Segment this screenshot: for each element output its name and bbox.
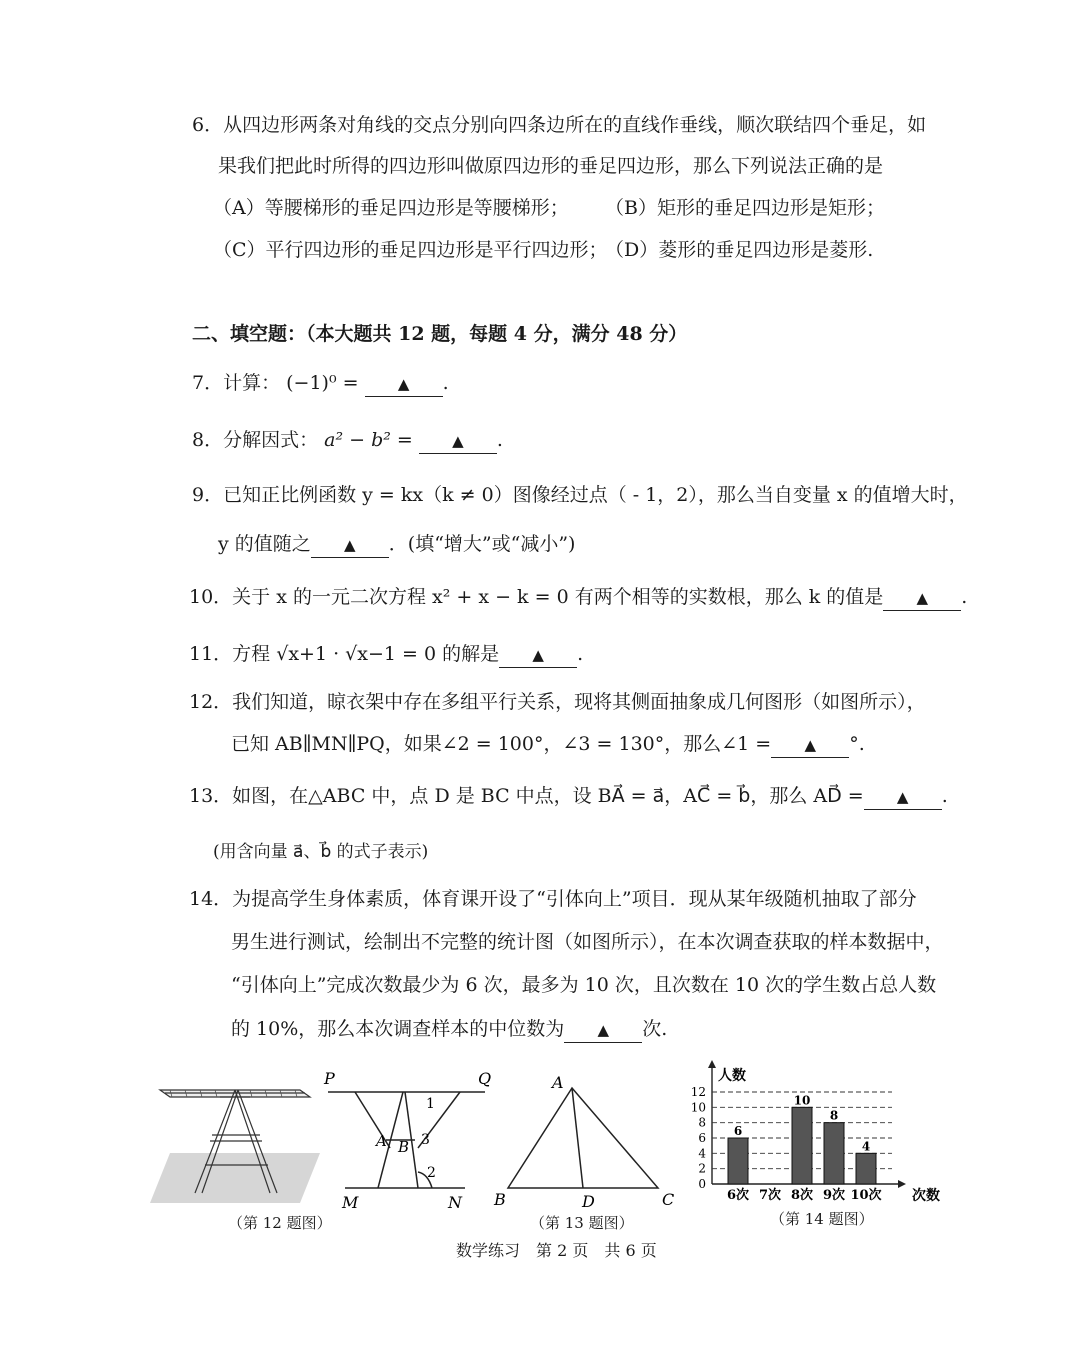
- q7: [192, 371, 449, 397]
- label-a: A: [376, 1132, 387, 1150]
- y-tick-label: 12: [690, 1085, 706, 1099]
- section-2-heading: 二、填空题：（本大题共 12 题，每题 4 分，满分 48 分）: [192, 323, 688, 345]
- q6-option-a: （A）等腰梯形的垂足四边形是等腰梯形；: [213, 197, 569, 219]
- label-m: M: [342, 1193, 359, 1212]
- rack-shadow: [150, 1153, 320, 1203]
- bar: [824, 1123, 844, 1184]
- x-tick-label: 10次: [850, 1188, 882, 1203]
- label-q: Q: [478, 1069, 492, 1088]
- q13-line1: [189, 784, 948, 810]
- bar: [792, 1107, 812, 1184]
- q14-line4-prefix: 的 10%，那么本次调查样本的中位数为: [231, 1018, 565, 1040]
- q10: [189, 585, 967, 611]
- label-d: D: [582, 1192, 595, 1210]
- q11-answer-blank: ▲: [499, 643, 577, 668]
- label-angle-2: 2: [427, 1165, 436, 1181]
- bar: [856, 1153, 876, 1184]
- label-p: P: [324, 1069, 335, 1088]
- x-axis-arrow: [898, 1180, 906, 1188]
- q6-line2: 果我们把此时所得的四边形叫做原四边形的垂足四边形，那么下列说法正确的是: [218, 155, 884, 177]
- bar-data-label: 10: [793, 1093, 811, 1108]
- label-n: N: [448, 1193, 462, 1212]
- x-axis-title: 次数: [912, 1188, 940, 1204]
- q12-line2-suffix: °.: [849, 733, 865, 755]
- q14-line3: “引体向上”完成次数最少为 6 次，最多为 10 次，且次数在 10 次的学生数占总人数: [231, 974, 937, 996]
- q10-prefix: 10．关于 x 的一元二次方程 x² + x − k = 0 有两个相等的实数根，那么 k 的值是: [189, 586, 884, 608]
- x-tick-label: 7次: [758, 1188, 782, 1203]
- y-axis-title: 人数: [718, 1068, 746, 1084]
- q12-answer-blank: ▲: [771, 733, 849, 758]
- q6-line1: 6．从四边形两条对角线的交点分别向四条边所在的直线作垂线，顺次联结四个垂足，如: [192, 114, 927, 136]
- y-axis-arrow: [708, 1060, 716, 1068]
- q12-line1: 12．我们知道，晾衣架中存在多组平行关系，现将其侧面抽象成几何图形（如图所示），: [189, 691, 926, 713]
- y-tick-label: 2: [698, 1161, 706, 1176]
- figure-14-caption: （第 14 题图）: [770, 1210, 874, 1228]
- q6-option-d: （D）菱形的垂足四边形是菱形.: [605, 239, 874, 261]
- q8-prefix: 8．分解因式：: [192, 429, 319, 451]
- q7-prefix: 7．计算：: [192, 372, 281, 394]
- q9-line2: [218, 532, 575, 558]
- x-tick-label: 8次: [790, 1188, 814, 1203]
- y-tick-label: 6: [698, 1131, 706, 1145]
- q9-line2-prefix: y 的值随之: [218, 533, 311, 555]
- q8: [192, 428, 503, 454]
- q14-line1: 14．为提高学生身体素质，体育课开设了“引体向上”项目．现从某年级随机抽取了部分: [189, 888, 917, 910]
- q11-suffix: .: [577, 643, 584, 665]
- q10-suffix: .: [961, 586, 968, 608]
- q6-option-b: （B）矩形的垂足四边形是矩形；: [605, 197, 885, 219]
- q9-answer-blank: ▲: [311, 533, 389, 558]
- q11-prefix: 11．方程 √x+1 · √x−1 = 0 的解是: [189, 643, 500, 665]
- q13-answer-blank: ▲: [864, 785, 942, 810]
- q7-suffix: .: [442, 372, 449, 394]
- x-tick-label: 6次: [726, 1188, 750, 1203]
- bar-data-label: 4: [861, 1139, 871, 1154]
- q14-line2: 男生进行测试，绘制出不完整的统计图（如图所示），在本次调查获取的样本数据中，: [231, 931, 944, 953]
- median-ad: [572, 1088, 583, 1188]
- x-tick-label: 9次: [822, 1188, 846, 1203]
- q12-line2: [231, 732, 865, 758]
- q12-line2-prefix: 已知 AB∥MN∥PQ，如果∠2 = 100°，∠3 = 130°，那么∠1 =: [231, 733, 772, 755]
- q14-line4: [231, 1017, 667, 1043]
- bar: [728, 1138, 748, 1184]
- triangle-abc: [508, 1088, 658, 1188]
- label-angle-1: 1: [426, 1096, 435, 1112]
- q7-expression: (−1)⁰ =: [286, 372, 359, 394]
- figure-12-caption: （第 12 题图）: [228, 1214, 332, 1232]
- figure-12-geometry: [320, 1060, 510, 1215]
- q10-answer-blank: ▲: [883, 586, 961, 611]
- y-tick-label: 8: [698, 1115, 706, 1130]
- q8-expression: a² − b² =: [324, 429, 413, 451]
- q8-answer-blank: ▲: [419, 429, 497, 454]
- q11: [189, 642, 583, 668]
- figure-14-bar-chart: [680, 1048, 950, 1210]
- label-angle-3: 3: [421, 1132, 430, 1148]
- q9-line2-suffix: ．(填“增大”或“减小”): [388, 533, 576, 555]
- q14-line4-suffix: 次.: [642, 1018, 668, 1040]
- bar-data-label: 6: [733, 1124, 743, 1138]
- label-c: C: [662, 1190, 675, 1209]
- q7-answer-blank: ▲: [365, 372, 443, 397]
- label-b: B: [398, 1138, 410, 1156]
- bar-data-label: 8: [829, 1108, 839, 1123]
- figure-13-caption: （第 13 题图）: [530, 1214, 634, 1232]
- y-tick-label: 0: [698, 1177, 706, 1191]
- clothes-rack-illustration: [150, 1075, 325, 1205]
- q14-answer-blank: ▲: [564, 1018, 642, 1043]
- y-tick-label: 4: [698, 1146, 706, 1161]
- q8-suffix: .: [496, 429, 503, 451]
- figure-13-triangle: [490, 1070, 680, 1210]
- q9-line1: 9．已知正比例函数 y = kx（k ≠ 0）图像经过点（ - 1，2），那么当自变量 x 的值增大时，: [192, 484, 968, 506]
- q13-note: (用含向量 a⃗、b⃗ 的式子表示): [213, 842, 429, 862]
- y-tick-label: 10: [690, 1100, 706, 1115]
- label-a: A: [552, 1073, 564, 1092]
- page-footer: 数学练习 第 2 页 共 6 页: [456, 1241, 657, 1260]
- q13-suffix: .: [941, 785, 948, 807]
- q6-option-c: （C）平行四边形的垂足四边形是平行四边形；: [213, 239, 608, 261]
- q13-prefix: 13．如图，在△ABC 中，点 D 是 BC 中点，设 BA⃗ = a⃗，AC⃗ = b⃗，那么 AD⃗ =: [189, 785, 864, 807]
- label-b: B: [494, 1190, 506, 1209]
